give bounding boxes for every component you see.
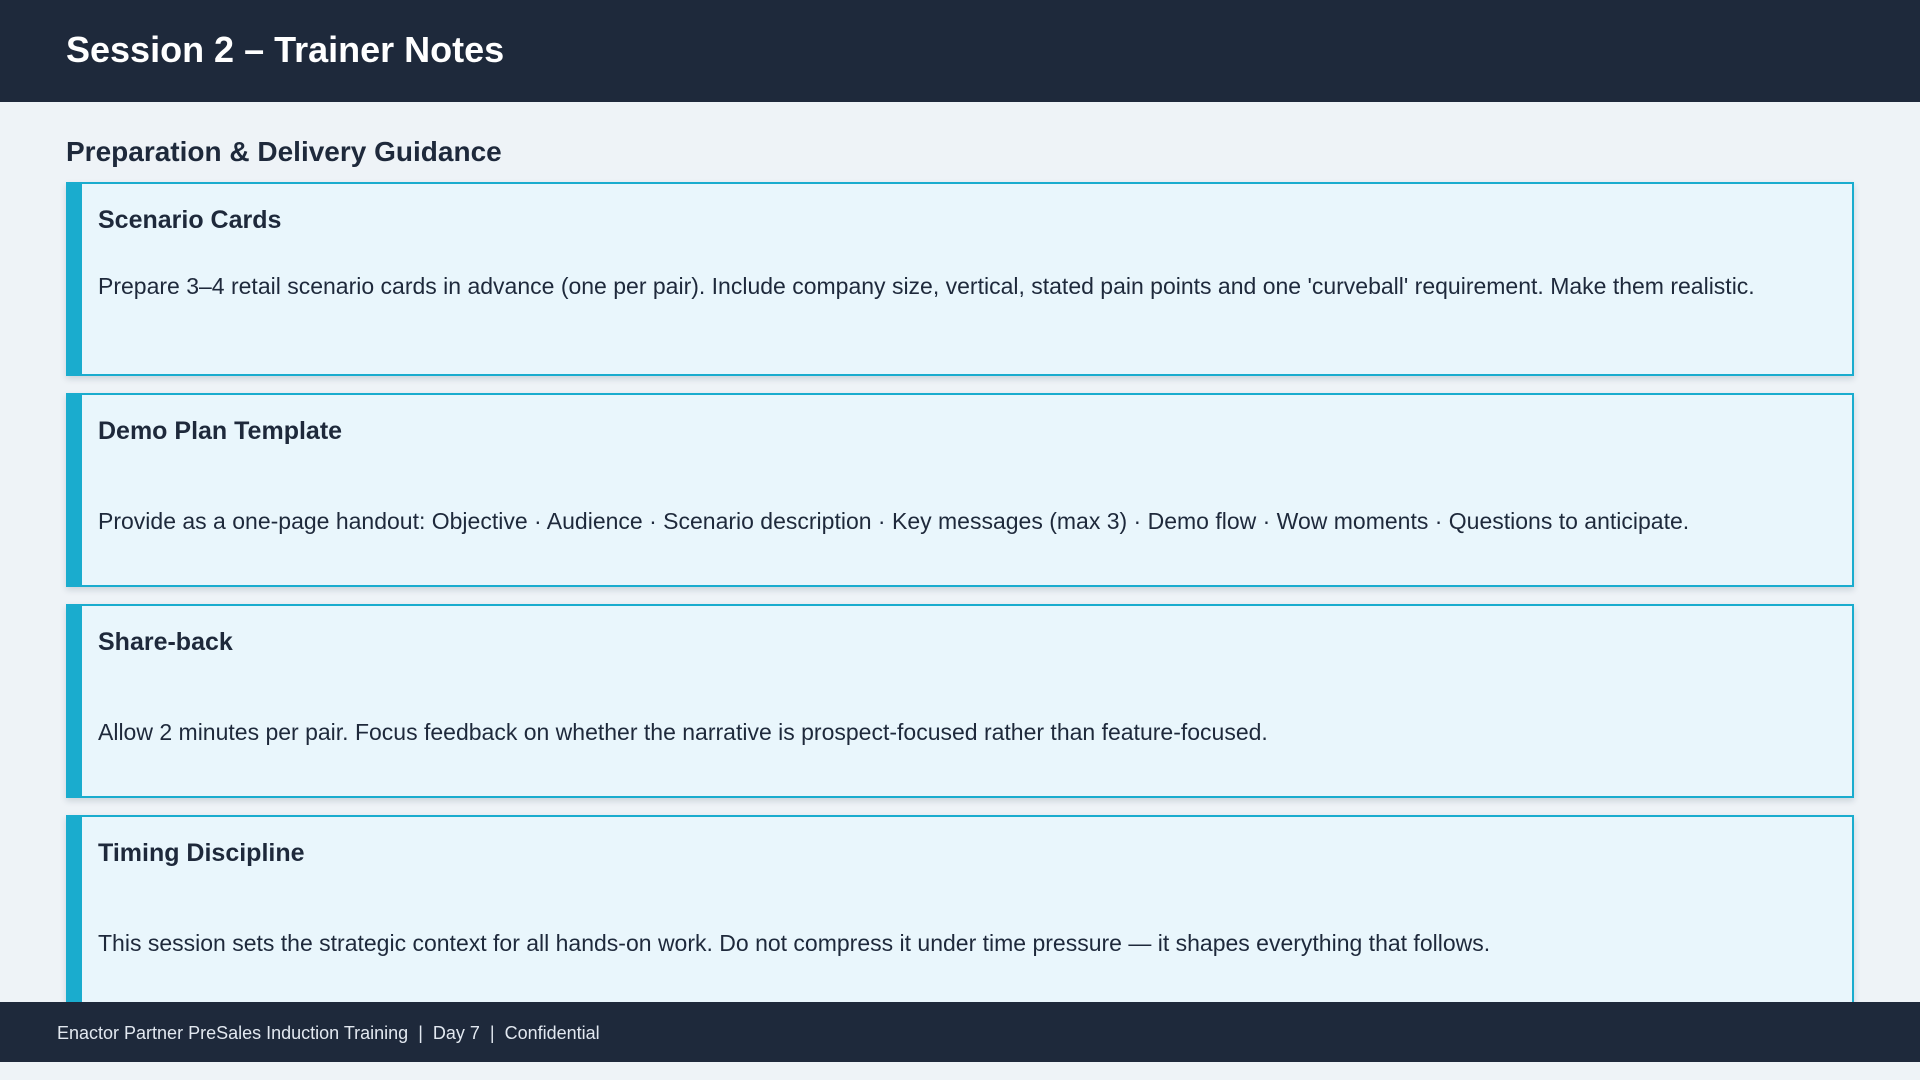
card-timing-discipline — [66, 815, 1854, 1009]
card-title: Scenario Cards — [98, 206, 282, 234]
footer-text: Enactor Partner PreSales Induction Training | Day 7 | Confidential — [57, 1023, 600, 1043]
card-title: Timing Discipline — [98, 839, 305, 867]
card-body: Allow 2 minutes per pair. Focus feedback on whether the narrative is prospect-focused rather than feature-focused. — [98, 719, 1268, 745]
card-title: Demo Plan Template — [98, 417, 343, 445]
card-body: Prepare 3–4 retail scenario cards in advance (one per pair). Include company size, vertical, stated pain points and one 'curveball' requirement. Make them realistic. — [98, 273, 1755, 299]
header-bar — [0, 0, 1920, 102]
card-scenario-cards — [66, 182, 1854, 376]
section-heading: Preparation & Delivery Guidance — [66, 136, 502, 167]
card-body: Provide as a one-page handout: Objective · Audience · Scenario description · Key messages (max 3) · Demo flow · Wow moments · Questions to anticipate. — [98, 508, 1690, 534]
card-title: Share-back — [98, 628, 233, 656]
footer-bar — [0, 1002, 1920, 1062]
card-demo-plan-template — [66, 393, 1854, 587]
card-share-back — [66, 604, 1854, 798]
page-title: Session 2 – Trainer Notes — [66, 29, 505, 70]
card-body: This session sets the strategic context for all hands-on work. Do not compress it under time pressure — it shapes everything that follows. — [98, 930, 1491, 956]
